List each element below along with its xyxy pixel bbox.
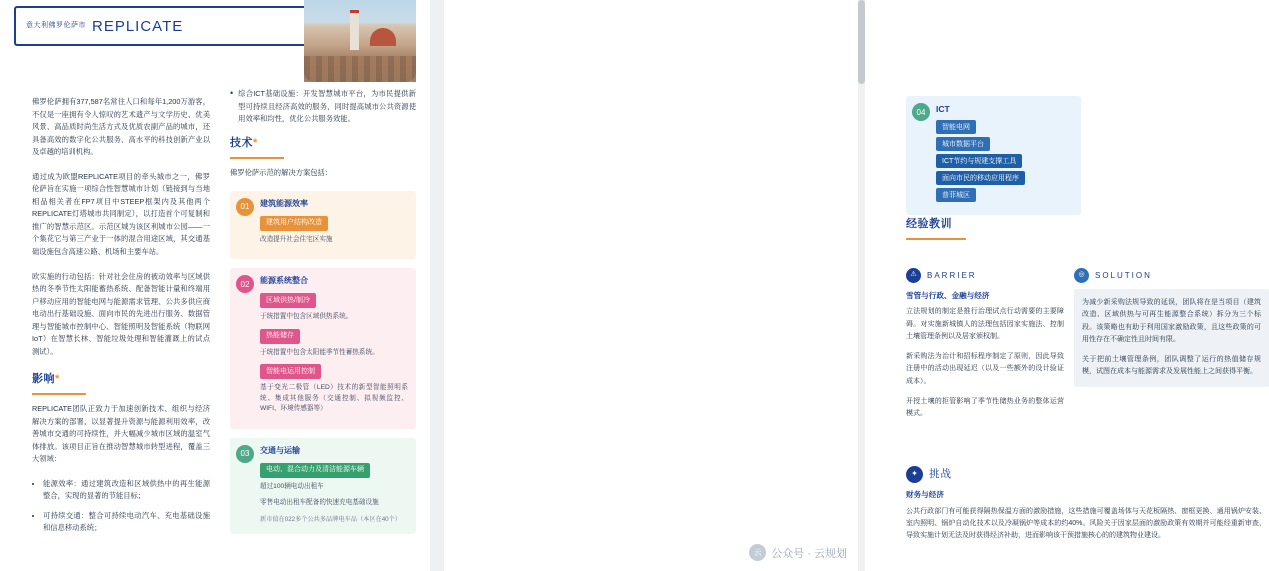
ict-item-citizen-app: 面向市民的移动应用程序 [936, 171, 1025, 185]
tech-card-energy [230, 268, 416, 429]
card-number-badge-03: 03 [236, 445, 254, 463]
ict-bullet-text: 综合ICT基础设施：开发智慧城市平台，为市民提供新型可持续且经济高效的服务，同时提高城市公共资源使用效率和均性，优化公共服务效能。 [238, 89, 416, 124]
solution-block [1074, 268, 1269, 387]
barrier-label: BARRIER [927, 270, 977, 280]
card-tag-ev: 电动、混合动力及清洁能源车辆 [260, 463, 370, 478]
paragraph-replicate: 通过成为欧盟REPLICATE项目的牵头城市之一，佛罗伦萨旨在实施一项综合性智慧城市计划（链接到与当地相品相关者在FP7项目中STEEP框架内及其他两个REPLICATE灯塔城市共同制定），以打造首个可复制和推广的智慧示范区。示范区城为该区利城市公园——一个集花它与第三产业于一体的混合用途区域，其交通基础设施包含高速公路、机场和主要车站。 [32, 171, 210, 257]
duomo-shape [370, 28, 396, 46]
tech-card-ict [906, 96, 1081, 215]
scrollbar-thumb[interactable] [858, 0, 865, 84]
scrollbar-track[interactable] [858, 0, 865, 571]
tech-card-buildings [230, 191, 416, 259]
barrier-icon: ⚠ [906, 268, 921, 283]
impact-heading-text: 影响 [32, 373, 55, 386]
card-heading-buildings: 建筑能源效率 [260, 199, 308, 209]
solution-paragraph-2: 关于把前土壤管理条例，团队调整了运行的热值储存规模，试图在成本与能源需求及发展性能上之间获得平衡。 [1082, 356, 1261, 376]
lessons-heading-block [906, 215, 1026, 240]
card-body-thermal-storage: 于统措置中包含太阳能季节性蓄热系统。 [260, 348, 379, 356]
solution-header [1074, 268, 1269, 283]
impact-rule [32, 393, 86, 395]
ict-item-planning-tool: ICT节约与规建支撑工具 [936, 154, 1022, 168]
ict-bullet-row [230, 88, 416, 126]
barrier-block [906, 268, 1064, 420]
impact-bullets [32, 478, 210, 535]
card-body-buildings: 改造提升社会住宅区实施 [260, 235, 333, 243]
card-body-district-heating: 于统措置中包含区域供热系统。 [260, 313, 353, 321]
impact-heading [32, 370, 210, 389]
card-body-smart-lighting: 基于变光二极管（LED）技术的新型智能照明系统、集成其他服务（交通控制、拟视频监控、WIFI、环境传感器等） [260, 384, 408, 413]
left-column-a [32, 96, 210, 542]
tech-card-transport [230, 438, 416, 534]
card-number-badge-04: 04 [912, 103, 930, 121]
paragraph-actions: 欧实施的行动包括：针对社会住房的被动效率与区域供热的冬季节性太阳能蓄热系统、配备智能计量和终端用户移动应用的智能电网与能源需求管理、公共多供应商电动出行基础设施、面向市民的先进出行服务、数据管理与智能城市控制中心、智能照明及智能系统（物联网IoT）在智慧长林、智能垃圾处理和智能灌溉上的试点测试）。 [32, 271, 210, 356]
page-gutter [430, 0, 444, 571]
banner-subtitle: 意大利佛罗伦萨市 [26, 22, 86, 30]
card-tag-thermal-storage: 热能储存 [260, 329, 300, 344]
barrier-subheading: 雪管与行政、金融与经济 [906, 291, 990, 300]
solution-shaded-box [1074, 289, 1269, 387]
tech-rule [230, 157, 284, 159]
impact-bullet-energy: • 能源效率：通过建筑改造和区域供热中的再生能源整合，实现的显著的节能目标； [43, 478, 210, 503]
impact-body: REPLICATE团队正致力于加速创新技术、组织与经济解决方案的部署，以显著提升资源与能源利用效率，改善城市交通的可持续性，并大幅减少城市区域的温室气体排放。该项目正旨在推动智慧城市转型进程，覆盖三大领域： [32, 404, 210, 464]
challenge-icon: ✦ [906, 466, 923, 483]
challenge-block [906, 465, 1266, 542]
card-number-badge-02: 02 [236, 275, 254, 293]
card-heading-energy: 能源系统整合 [260, 276, 308, 286]
card-heading-ict: ICT [936, 104, 950, 114]
florence-photo [304, 0, 416, 82]
ict-item-smart-grid: 智能电网 [936, 120, 976, 134]
paragraph-intro: 佛罗伦萨拥有377,587名常住人口和每年1,200万游客，不仅是一座拥有令人惊叹的艺术遗产与文学历史、优美风景、高品质时尚生活方式及优质农副产品的城市，还具备高效的数字化公共服务、高水平的科技创新产业以及卓越的培训机构。 [32, 97, 210, 157]
challenge-subheading: 财务与经济 [906, 490, 944, 500]
card-body-ev-taxis: 超过100辆电动出租车 [260, 482, 324, 490]
card-tag-district-heating: 区域供热/制冷 [260, 293, 316, 308]
lightbulb-icon: ◎ [1074, 268, 1089, 283]
tech-heading [230, 134, 416, 153]
left-page [0, 0, 430, 571]
banner-title: REPLICATE [92, 17, 184, 35]
ict-item-city-data-platform: 城市数据平台 [936, 137, 990, 151]
card-number-badge-01: 01 [236, 198, 254, 216]
card-heading-transport: 交通与运输 [260, 446, 300, 455]
barrier-header [906, 268, 1064, 283]
card-tag-retrofit: 建筑用户结构改造 [260, 216, 328, 231]
lessons-heading: 经验教训 [906, 218, 952, 230]
header-banner [14, 6, 324, 46]
watermark-logo-icon: 云 [749, 544, 766, 561]
tech-heading-star: * [253, 136, 258, 149]
card-body-charging: 零售电动出租车配备的快速充电基础设施 [260, 499, 379, 507]
barrier-paragraph-2: 新采购法为治计和招标程序制定了原则，因此导致注册中的活动出现延迟（以及一些额外的设计验证成本）。 [906, 353, 1064, 385]
barrier-paragraph-3: 开授土壤的拒管影响了季节性储热业务的整体运营模式。 [906, 397, 1064, 418]
rooftops-shape [304, 56, 416, 82]
lessons-rule [906, 238, 966, 240]
watermark-text: 公众号 · 云规划 [771, 547, 847, 560]
card-tag-smart-lighting: 智能电运用控制 [260, 364, 321, 379]
tower-shape [350, 10, 359, 50]
tech-intro: 佛罗伦萨示范的解决方案包括： [230, 167, 333, 177]
challenge-title: 挑战 [929, 468, 952, 480]
bullet-dot-icon: • [230, 88, 234, 98]
tech-heading-text: 技术 [230, 136, 253, 149]
card-note-transport: 新市值在022多个公共多品牌电车品（本区在40个） [260, 515, 401, 523]
barrier-paragraph-1: 立法规划的制定是推行治理试点行动需要的主要障碍。对实施新城镇人的法理包括因家实施法、控制土壤管理条例以及居家颁权制。 [906, 308, 1064, 340]
ict-item-smart-district: 普菲城区 [936, 188, 976, 202]
solution-label: SOLUTION [1095, 270, 1152, 280]
right-page [444, 0, 1266, 571]
challenge-header [906, 465, 1266, 483]
left-column-b [230, 88, 416, 543]
solution-paragraph-1: 为减少新采购法规导致的延误，团队将在是当项目（建筑改造、区域供热与可再生能源整合系统）拆分为三个标段。该策略也有助于利用国家激励政策，且这些政策的可用性存在不确定性且时间有限。 [1082, 299, 1261, 343]
impact-bullet-transport: • 可持续交通：整合可持续电动汽车、充电基础设施和信息移动系统； [43, 510, 210, 535]
impact-heading-star: * [55, 373, 60, 386]
watermark [749, 544, 847, 561]
challenge-body: 公共行政部门有可能获得隔热保温方面的激励措施，这些措施可覆盖场体与天花板隔热、窗框更换、通用锅炉安装、室内照明、锅炉自动化技术以及冷凝锅炉等成本的约40%。风险关于因家层面的激励政策有效期并可能经重新审查，导致实施计划无法及时获得经济补助，进而影响该干预措施核心的的建筑物业建设。 [906, 507, 1266, 540]
